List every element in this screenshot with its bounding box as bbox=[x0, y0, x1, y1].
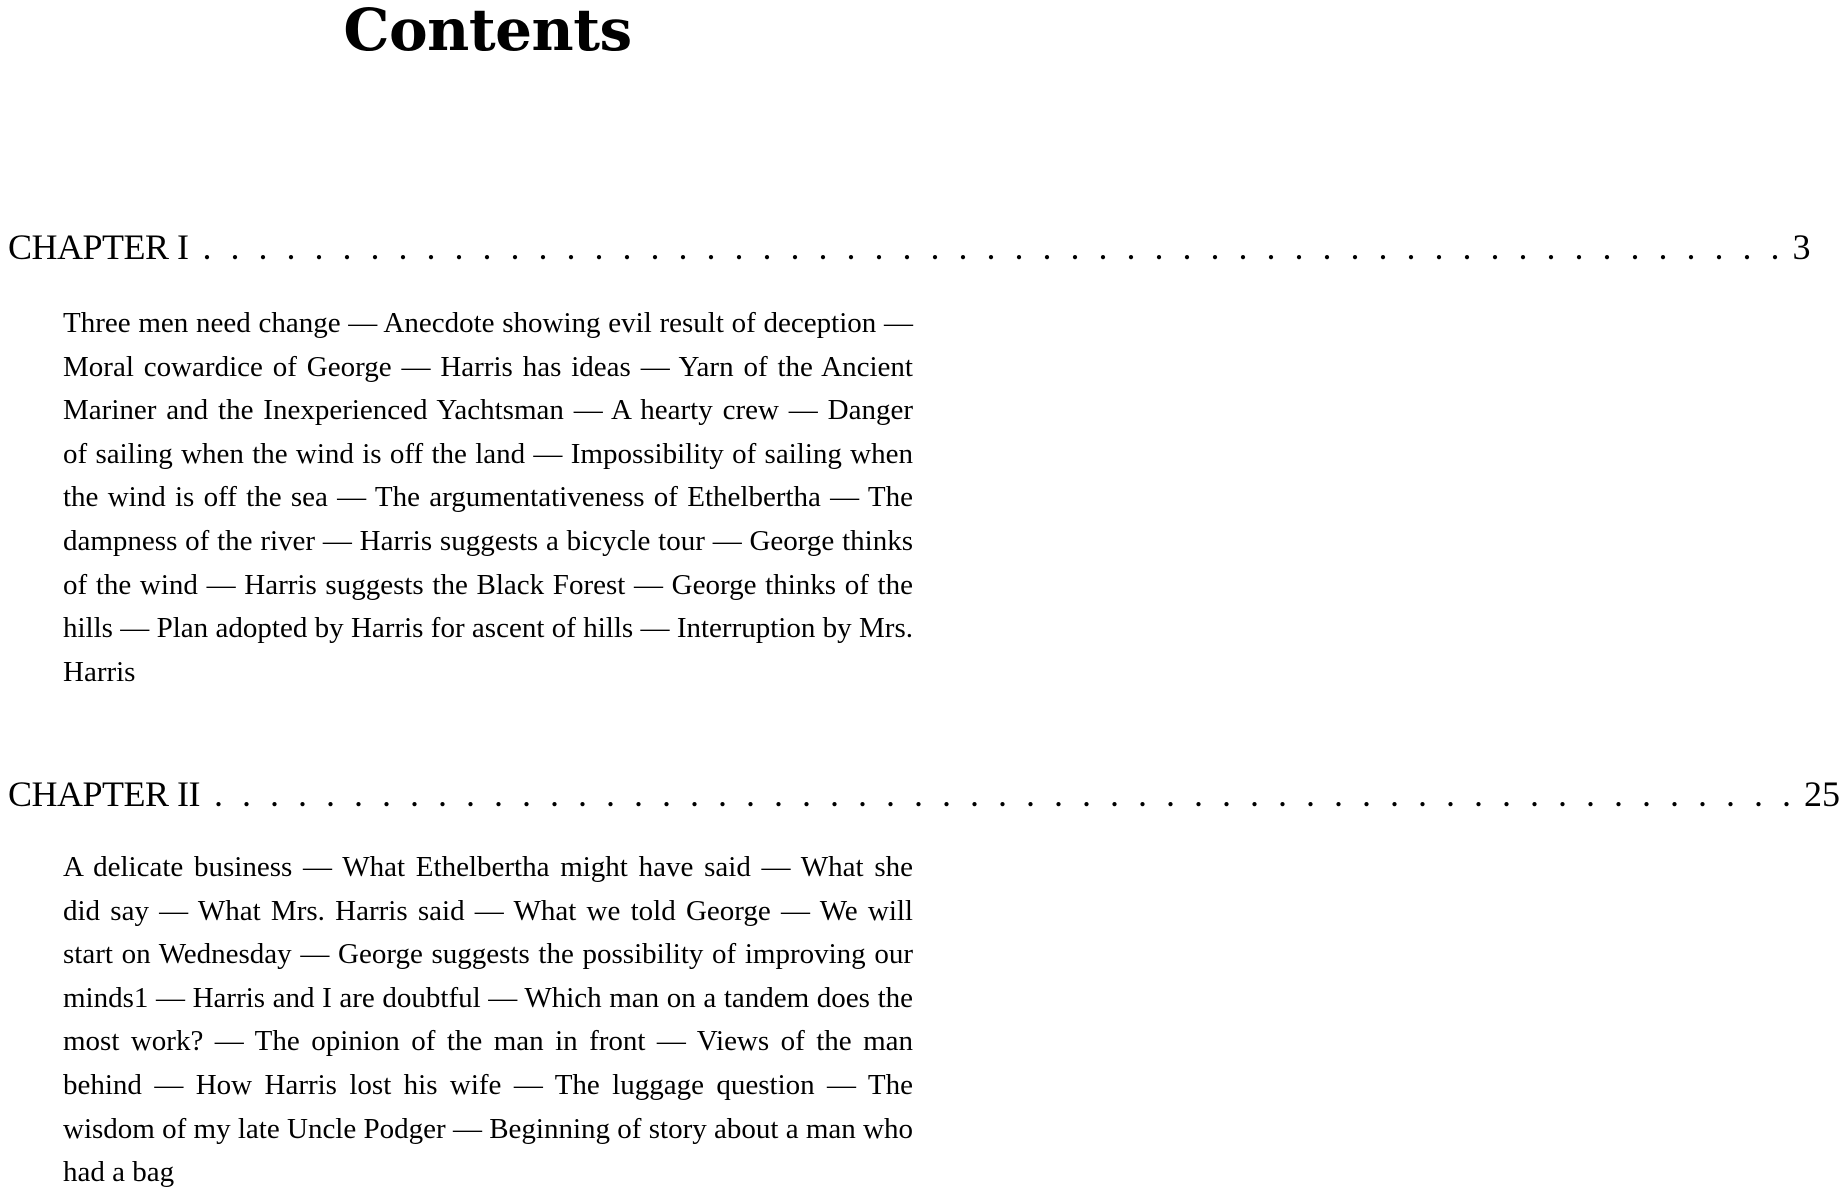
toc-entry-chapter-1[interactable] bbox=[8, 225, 1811, 269]
toc-entry-chapter-2[interactable] bbox=[8, 772, 1840, 816]
page-title: Contents bbox=[343, 0, 632, 64]
dot-leader: . . . . . . . . . . . . . . . . . . . . . . . . . . . . . . . . . . . . . . . . . . . . . . . . . . . . . . . . . bbox=[202, 227, 1785, 267]
chapter-1-page-number: 3 bbox=[1792, 227, 1811, 267]
chapter-2-label: CHAPTER II bbox=[8, 774, 200, 814]
chapter-1-synopsis: Three men need change — Anecdote showing evil result of deception — Moral cowardice of George — Harris has ideas — Yarn of the Ancient Mariner and the Inexperienced Yachtsman — A hearty crew — Danger of sailing when the wind is off the land — Impossibility of sailing when the wind is off the sea — The argumentativeness of Ethelbertha — The dampness of the river — Harris suggests a bicycle tour — George thinks of the wind — Harris suggests the Black Forest — George thinks of the hills — Plan adopted by Harris for ascent of hills — Interruption by Mrs. Harris bbox=[63, 307, 913, 688]
dot-leader: . . . . . . . . . . . . . . . . . . . . . . . . . . . . . . . . . . . . . . . . . . . . . . . . . . . . . . . . . bbox=[214, 774, 1796, 814]
chapter-2-synopsis: A delicate business — What Ethelbertha might have said — What she did say — What Mrs. Harris said — What we told George — We will start on Wednesday — George suggests the possibility of improving our minds1 — Harris and I are doubtful — Which man on a tandem does the most work? — The opinion of the man in front — Views of the man behind — How Harris lost his wife — The luggage question — The wisdom of my late Uncle Podger — Beginning of story about a man who had a bag bbox=[63, 851, 913, 1189]
chapter-1-label: CHAPTER I bbox=[8, 227, 189, 267]
chapter-2-page-number: 25 bbox=[1804, 774, 1840, 814]
